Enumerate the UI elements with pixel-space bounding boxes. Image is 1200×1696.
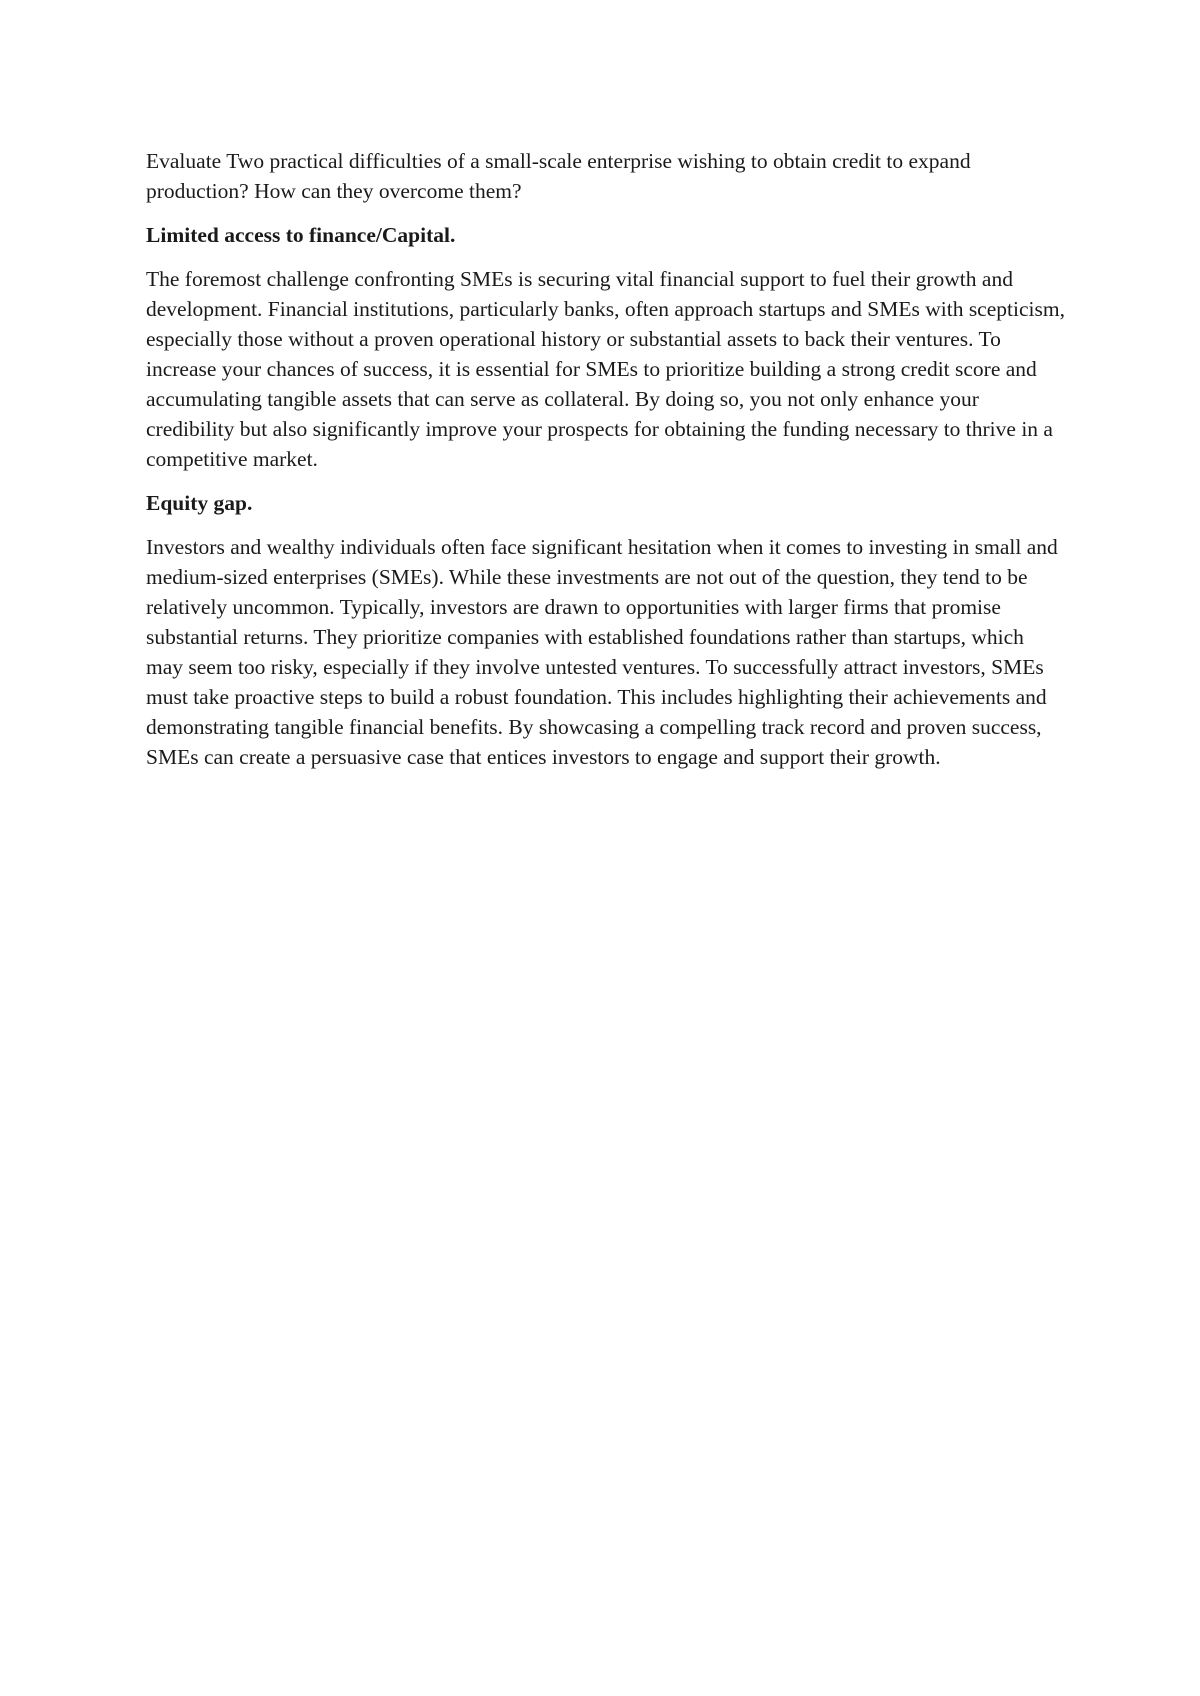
section-heading-limited-access: Limited access to finance/Capital.	[146, 223, 456, 247]
section-heading-equity-gap: Equity gap.	[146, 491, 253, 515]
section-body-limited-access: The foremost challenge confronting SMEs is securing vital financial support to fuel their growth and development. Financial institutions, particularly banks, often approach startups and SMEs with scepticism, especially those without a proven operational history or substantial assets to back their ventures. To increase your chances of success, it is essential for SMEs to prioritize building a strong credit score and accumulating tangible assets that can serve as collateral. By doing so, you not only enhance your credibility but also significantly improve your prospects for obtaining the funding necessary to thrive in a competitive market.	[146, 267, 1065, 471]
document-page	[146, 146, 1066, 786]
section-body-equity-gap: Investors and wealthy individuals often face significant hesitation when it comes to investing in small and medium-sized enterprises (SMEs). While these investments are not out of the question, they tend to be relatively uncommon. Typically, investors are drawn to opportunities with larger firms that promise substantial returns. They prioritize companies with established foundations rather than startups, which may seem too risky, especially if they involve untested ventures. To successfully attract investors, SMEs must take proactive steps to build a robust foundation. This includes highlighting their achievements and demonstrating tangible financial benefits. By showcasing a compelling track record and proven success, SMEs can create a persuasive case that entices investors to engage and support their growth.	[146, 535, 1058, 769]
question-text: Evaluate Two practical difficulties of a small-scale enterprise wishing to obtain credit to expand production? How can they overcome them?	[146, 149, 971, 203]
